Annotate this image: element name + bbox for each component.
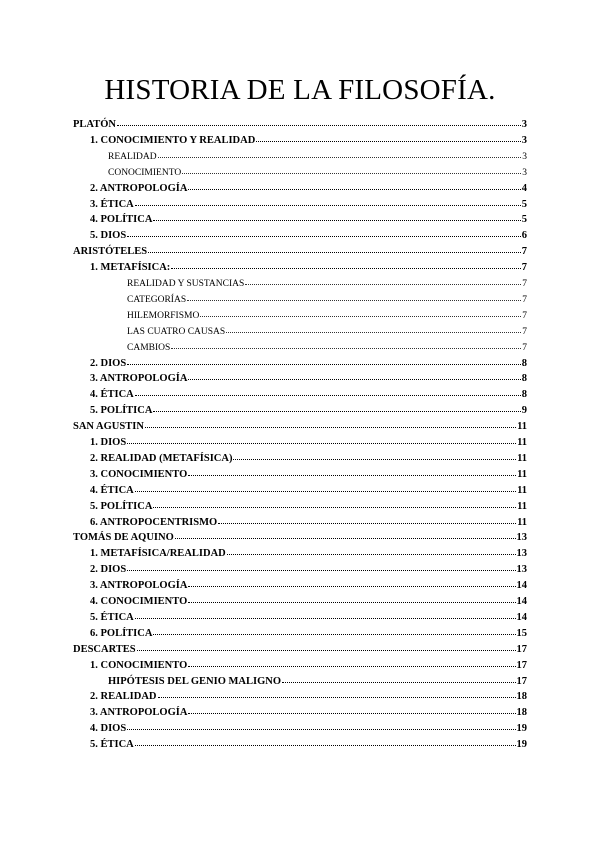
toc-dot-leader <box>200 306 521 317</box>
toc-entry[interactable] <box>73 116 527 132</box>
toc-entry[interactable] <box>90 450 527 466</box>
toc-entry-page-number: 7 <box>522 279 527 289</box>
toc-entry-page-number: 11 <box>517 421 527 433</box>
toc-entry-label: 5. POLÍTICA <box>90 405 153 417</box>
toc-entry[interactable] <box>90 180 527 196</box>
toc-dot-leader <box>158 147 522 158</box>
toc-dot-leader <box>218 513 516 524</box>
toc-entry-label: SAN AGUSTIN <box>73 421 144 433</box>
toc-entry-page-number: 11 <box>517 516 527 528</box>
toc-entry-label: 4. ÉTICA <box>90 389 134 401</box>
toc-dot-leader <box>117 115 521 126</box>
toc-entry-label: 4. ÉTICA <box>90 484 134 496</box>
toc-dot-leader <box>245 274 521 285</box>
toc-entry-page-number: 5 <box>521 214 527 226</box>
toc-entry-page-number: 3 <box>521 134 527 146</box>
toc-entry-label: 6. ANTROPOCENTRISMO <box>90 516 218 528</box>
toc-entry[interactable] <box>90 227 527 243</box>
toc-entry[interactable] <box>73 641 527 657</box>
toc-dot-leader <box>135 195 521 206</box>
toc-entry-label: 3. ANTROPOLOGÍA <box>90 580 188 592</box>
toc-entry-label: 4. CONOCIMIENTO <box>90 596 188 607</box>
toc-entry-page-number: 7 <box>522 310 527 321</box>
toc-entry[interactable] <box>127 291 527 307</box>
toc-entry-label: 2. REALIDAD <box>90 691 157 703</box>
toc-entry-label: 3. ÉTICA <box>90 198 134 210</box>
toc-dot-leader <box>135 385 521 396</box>
toc-entry-label: PLATÓN <box>73 119 116 130</box>
toc-entry-label: 3. ANTROPOLOGÍA <box>90 373 188 385</box>
toc-entry-page-number: 8 <box>521 373 527 385</box>
toc-entry-label: 5. ÉTICA <box>90 611 134 623</box>
toc-entry[interactable] <box>90 688 527 704</box>
toc-entry-label: CONOCIMIENTO <box>108 167 182 178</box>
toc-entry-page-number: 8 <box>521 357 527 369</box>
toc-entry-label: 5. DIOS <box>90 230 127 242</box>
toc-entry-page-number: 13 <box>516 564 527 576</box>
toc-dot-leader <box>153 401 520 412</box>
toc-entry-page-number: 5 <box>521 198 527 210</box>
toc-dot-leader <box>135 735 516 746</box>
toc-dot-leader <box>188 369 520 380</box>
toc-entry-label: 5. ÉTICA <box>90 739 134 751</box>
toc-entry-page-number: 17 <box>516 659 527 671</box>
toc-dot-leader <box>153 497 516 508</box>
toc-entry-page-number: 3 <box>522 151 527 162</box>
page-title: HISTORIA DE LA FILOSOFÍA. <box>104 74 496 106</box>
toc-entry[interactable] <box>90 593 527 609</box>
toc-entry-page-number: 9 <box>521 405 527 417</box>
toc-entry-label: 6. POLÍTICA <box>90 627 153 639</box>
toc-entry-page-number: 11 <box>517 452 527 464</box>
toc-entry-label: HIPÓTESIS DEL GENIO MALIGNO <box>108 675 281 687</box>
toc-entry[interactable] <box>90 736 527 752</box>
toc-entry[interactable] <box>90 386 527 402</box>
toc-entry-page-number: 11 <box>517 484 527 496</box>
toc-entry[interactable] <box>108 164 527 180</box>
toc-entry-label: 1. CONOCIMIENTO Y REALIDAD <box>90 134 256 146</box>
toc-dot-leader <box>127 719 515 730</box>
toc-dot-leader <box>135 481 516 492</box>
toc-dot-leader <box>188 576 515 587</box>
toc-dot-leader <box>226 322 521 333</box>
toc-entry-label: 2. REALIDAD (METAFÍSICA) <box>90 452 233 464</box>
toc-entry[interactable] <box>108 673 527 689</box>
toc-dot-leader <box>188 656 515 667</box>
toc-entry[interactable] <box>90 720 527 736</box>
toc-entry[interactable] <box>108 148 527 164</box>
toc-entry-label: CAMBIOS <box>127 342 171 353</box>
toc-entry[interactable] <box>90 211 527 227</box>
toc-entry[interactable] <box>127 339 527 355</box>
toc-entry-label: 3. ANTROPOLOGÍA <box>90 707 188 719</box>
toc-entry[interactable] <box>90 482 527 498</box>
toc-dot-leader <box>282 672 516 683</box>
toc-entry-label: 1. METAFÍSICA/REALIDAD <box>90 548 226 560</box>
toc-dot-leader <box>171 338 521 349</box>
toc-dot-leader <box>153 624 515 635</box>
toc-entry-label: CATEGORÍAS <box>127 294 187 305</box>
toc-entry-page-number: 8 <box>521 389 527 401</box>
toc-entry[interactable] <box>90 466 527 482</box>
toc-entry-page-number: 6 <box>521 230 527 242</box>
toc-entry[interactable] <box>90 132 527 148</box>
toc-entry-page-number: 3 <box>521 119 527 130</box>
toc-entry-label: 2. DIOS <box>90 357 127 369</box>
toc-entry-page-number: 11 <box>517 500 527 512</box>
toc-entry-label: 1. CONOCIMIENTO <box>90 659 188 671</box>
toc-entry-label: REALIDAD Y SUSTANCIAS <box>127 279 245 289</box>
toc-dot-leader <box>153 210 520 221</box>
toc-entry[interactable] <box>90 657 527 673</box>
toc-entry-page-number: 17 <box>516 675 527 687</box>
toc-entry-label: 4. POLÍTICA <box>90 214 153 226</box>
toc-dot-leader <box>175 528 516 539</box>
toc-entry-page-number: 14 <box>516 580 527 592</box>
toc-entry[interactable] <box>90 259 527 275</box>
toc-entry[interactable] <box>73 529 527 545</box>
toc-entry-page-number: 7 <box>521 246 527 258</box>
toc-entry-label: 4. DIOS <box>90 723 127 735</box>
toc-dot-leader <box>233 449 516 460</box>
toc-entry-page-number: 7 <box>522 294 527 305</box>
toc-entry-page-number: 13 <box>516 548 527 560</box>
toc-entry-label: TOMÁS DE AQUINO <box>73 532 174 544</box>
toc-entry-page-number: 7 <box>521 262 527 274</box>
toc-dot-leader <box>127 354 521 365</box>
toc-entry-page-number: 15 <box>516 627 527 639</box>
toc-entry[interactable] <box>73 418 527 434</box>
toc-entry[interactable] <box>90 434 527 450</box>
toc-entry-label: 5. POLÍTICA <box>90 500 153 512</box>
toc-entry-label: REALIDAD <box>108 151 157 162</box>
toc-entry[interactable] <box>90 609 527 625</box>
toc-entry-label: 2. DIOS <box>90 564 127 576</box>
toc-dot-leader <box>188 465 516 476</box>
toc-entry-page-number: 11 <box>517 437 527 448</box>
toc-entry[interactable] <box>90 704 527 720</box>
toc-entry[interactable] <box>73 243 527 259</box>
toc-dot-leader <box>171 258 520 269</box>
toc-entry-label: 3. CONOCIMIENTO <box>90 468 188 480</box>
toc-entry-label: DESCARTES <box>73 643 136 655</box>
toc-entry[interactable] <box>127 275 527 291</box>
toc-entry-page-number: 14 <box>516 611 527 623</box>
toc-dot-leader <box>158 687 516 698</box>
toc-entry[interactable] <box>127 307 527 323</box>
toc-dot-leader <box>137 640 516 651</box>
toc-dot-leader <box>148 242 521 253</box>
toc-dot-leader <box>187 290 521 301</box>
toc-entry[interactable] <box>90 402 527 418</box>
toc-entry-page-number: 4 <box>521 182 527 194</box>
toc-entry-page-number: 19 <box>516 739 527 751</box>
toc-entry-label: ARISTÓTELES <box>73 246 148 258</box>
toc-entry[interactable] <box>90 514 527 530</box>
toc-entry-page-number: 3 <box>522 167 527 178</box>
toc-entry-label: 1. DIOS <box>90 437 127 448</box>
toc-entry-label: LAS CUATRO CAUSAS <box>127 326 226 337</box>
toc-entry-page-number: 14 <box>516 596 527 607</box>
toc-entry[interactable] <box>90 561 527 577</box>
toc-dot-leader <box>188 703 515 714</box>
toc-dot-leader <box>145 417 516 428</box>
toc-entry-page-number: 17 <box>516 643 527 655</box>
toc-entry[interactable] <box>90 498 527 514</box>
toc-dot-leader <box>135 608 516 619</box>
toc-entry[interactable] <box>90 577 527 593</box>
toc-entry-page-number: 11 <box>517 468 527 480</box>
toc-dot-leader <box>227 544 516 555</box>
toc-entry[interactable] <box>90 370 527 386</box>
toc-entry[interactable] <box>90 355 527 371</box>
toc-entry-page-number: 19 <box>516 723 527 735</box>
toc-dot-leader <box>182 163 521 174</box>
toc-entry[interactable] <box>90 625 527 641</box>
toc-entry[interactable] <box>127 323 527 339</box>
toc-dot-leader <box>127 433 516 444</box>
toc-dot-leader <box>188 179 520 190</box>
toc-entry[interactable] <box>90 545 527 561</box>
toc-dot-leader <box>127 560 515 571</box>
toc-dot-leader <box>256 131 520 142</box>
toc-entry-page-number: 18 <box>516 691 527 703</box>
toc-entry-page-number: 7 <box>522 342 527 353</box>
toc-dot-leader <box>188 592 515 603</box>
toc-entry[interactable] <box>90 196 527 212</box>
toc-dot-leader <box>127 226 521 237</box>
toc-entry-label: 2. ANTROPOLOGÍA <box>90 182 188 194</box>
toc-entry-label: HILEMORFISMO <box>127 310 200 321</box>
toc-entry-page-number: 18 <box>516 707 527 719</box>
toc-entry-page-number: 7 <box>522 326 527 337</box>
toc-entry-page-number: 13 <box>516 532 527 544</box>
toc-entry-label: 1. METAFÍSICA: <box>90 262 171 274</box>
